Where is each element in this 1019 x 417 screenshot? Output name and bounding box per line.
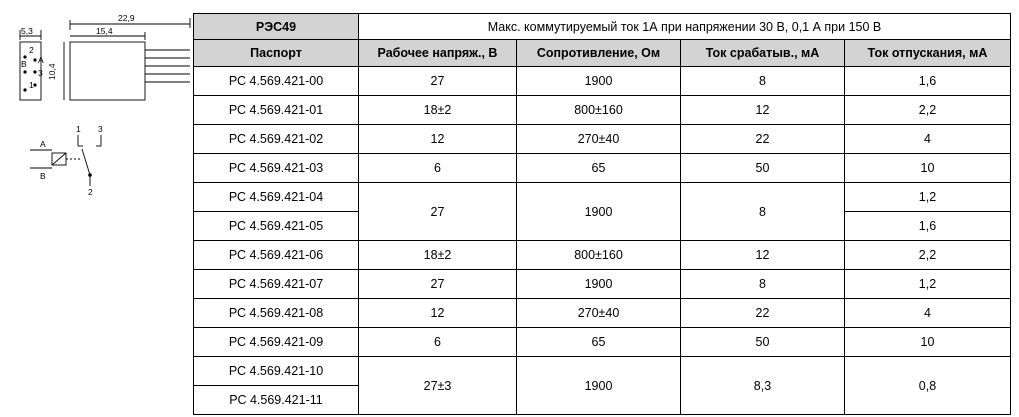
- cell-voltage: 12: [359, 299, 517, 328]
- table-row: [194, 357, 1011, 386]
- contact-label: 2: [88, 187, 93, 197]
- relay-spec-table: [193, 13, 1011, 415]
- cell-resistance: 1900: [517, 270, 681, 299]
- dim-width-small: 5,3: [21, 26, 33, 36]
- cell-resistance: 1900: [517, 183, 681, 241]
- cell-passport: РС 4.569.421-05: [194, 212, 359, 241]
- cell-resistance: 270±40: [517, 299, 681, 328]
- relay-drawing: [0, 0, 192, 417]
- table-row: [194, 125, 1011, 154]
- header-release-current: Ток отпускания, мА: [845, 40, 1011, 67]
- pin-label: 1: [29, 80, 34, 90]
- table-header-row: [194, 40, 1011, 67]
- cell-pickup-current: 50: [681, 154, 845, 183]
- cell-voltage: 27: [359, 183, 517, 241]
- cell-pickup-current: 8: [681, 183, 845, 241]
- model-name: РЭС49: [194, 14, 359, 40]
- cell-resistance: 1900: [517, 67, 681, 96]
- cell-passport: РС 4.569.421-04: [194, 183, 359, 212]
- cell-release-current: 10: [845, 328, 1011, 357]
- cell-passport: РС 4.569.421-01: [194, 96, 359, 125]
- cell-pickup-current: 8: [681, 270, 845, 299]
- cell-pickup-current: 12: [681, 241, 845, 270]
- contact-label: 1: [76, 124, 81, 134]
- cell-voltage: 27: [359, 67, 517, 96]
- cell-release-current: 4: [845, 125, 1011, 154]
- table-row: [194, 154, 1011, 183]
- cell-voltage: 27±3: [359, 357, 517, 415]
- coil-label: B: [40, 171, 46, 181]
- table-row: [194, 328, 1011, 357]
- cell-passport: РС 4.569.421-02: [194, 125, 359, 154]
- header-resistance: Сопротивление, Ом: [517, 40, 681, 67]
- pin-label: B: [21, 59, 27, 69]
- cell-voltage: 18±2: [359, 241, 517, 270]
- header-passport: Паспорт: [194, 40, 359, 67]
- cell-release-current: 2,2: [845, 241, 1011, 270]
- cell-release-current: 0,8: [845, 357, 1011, 415]
- pin-label: A: [38, 55, 44, 65]
- cell-pickup-current: 8: [681, 67, 845, 96]
- table-row: [194, 96, 1011, 125]
- dim-height: 10,4: [47, 63, 57, 80]
- cell-resistance: 65: [517, 154, 681, 183]
- header-pickup-current: Ток срабатыв., мА: [681, 40, 845, 67]
- cell-release-current: 2,2: [845, 96, 1011, 125]
- cell-voltage: 12: [359, 125, 517, 154]
- contact-label: 3: [98, 124, 103, 134]
- table-row: [194, 299, 1011, 328]
- cell-passport: РС 4.569.421-06: [194, 241, 359, 270]
- cell-voltage: 6: [359, 328, 517, 357]
- cell-passport: РС 4.569.421-07: [194, 270, 359, 299]
- cell-release-current: 4: [845, 299, 1011, 328]
- cell-passport: РС 4.569.421-08: [194, 299, 359, 328]
- cell-passport: РС 4.569.421-03: [194, 154, 359, 183]
- cell-pickup-current: 22: [681, 125, 845, 154]
- pin-label: 2: [29, 45, 34, 55]
- switching-caption: Макс. коммутируемый ток 1А при напряжении 30 В, 0,1 А при 150 В: [359, 14, 1011, 40]
- header-voltage: Рабочее напряж., В: [359, 40, 517, 67]
- cell-resistance: 65: [517, 328, 681, 357]
- cell-release-current: 1,6: [845, 212, 1011, 241]
- cell-pickup-current: 8,3: [681, 357, 845, 415]
- coil-label: A: [40, 139, 46, 149]
- cell-release-current: 10: [845, 154, 1011, 183]
- cell-passport: РС 4.569.421-11: [194, 386, 359, 415]
- cell-voltage: 18±2: [359, 96, 517, 125]
- dim-length: 22,9: [118, 13, 135, 23]
- table-title-row: [194, 14, 1011, 40]
- pin-label: 3: [38, 68, 43, 78]
- relay-outline-svg: [0, 0, 192, 200]
- cell-voltage: 6: [359, 154, 517, 183]
- cell-passport: РС 4.569.421-09: [194, 328, 359, 357]
- cell-release-current: 1,2: [845, 270, 1011, 299]
- cell-passport: РС 4.569.421-00: [194, 67, 359, 96]
- dim-body: 15,4: [96, 26, 113, 36]
- table-row: [194, 270, 1011, 299]
- cell-release-current: 1,6: [845, 67, 1011, 96]
- cell-resistance: 270±40: [517, 125, 681, 154]
- table-row: [194, 241, 1011, 270]
- cell-pickup-current: 22: [681, 299, 845, 328]
- cell-voltage: 27: [359, 270, 517, 299]
- table-row: [194, 183, 1011, 212]
- cell-pickup-current: 12: [681, 96, 845, 125]
- cell-pickup-current: 50: [681, 328, 845, 357]
- cell-passport: РС 4.569.421-10: [194, 357, 359, 386]
- cell-release-current: 1,2: [845, 183, 1011, 212]
- cell-resistance: 800±160: [517, 241, 681, 270]
- table-row: [194, 67, 1011, 96]
- cell-resistance: 1900: [517, 357, 681, 415]
- cell-resistance: 800±160: [517, 96, 681, 125]
